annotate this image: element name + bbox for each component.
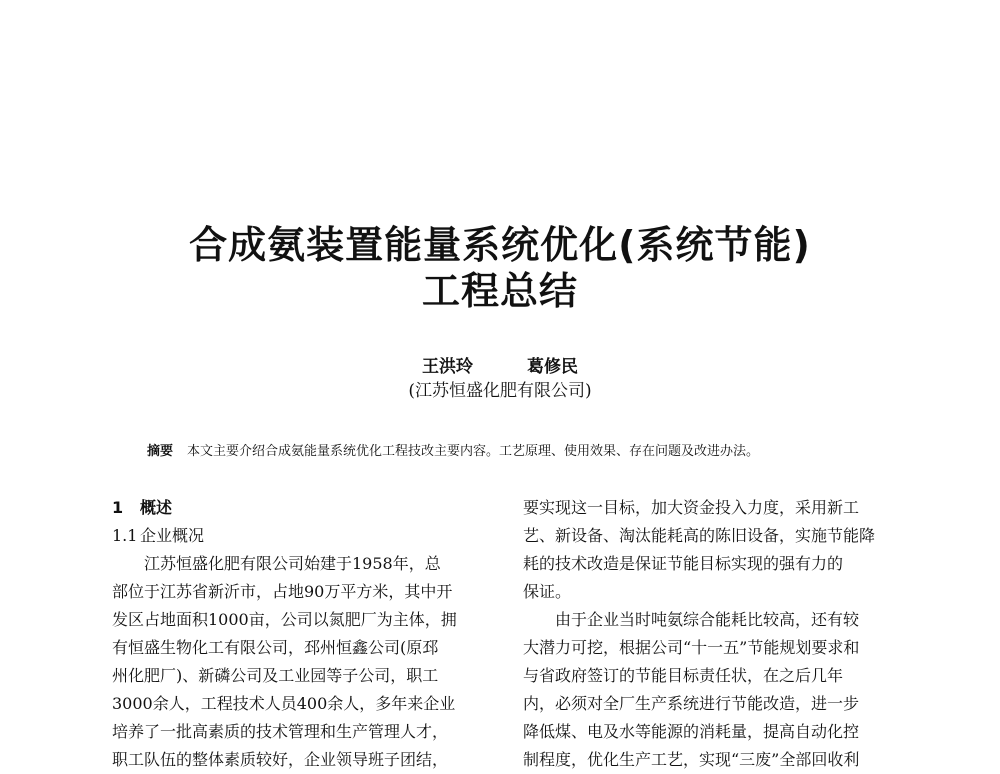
text-line: 与省政府签订的节能目标责任状，在之后几年	[523, 666, 844, 685]
author-list	[0, 352, 1000, 377]
text-line: 要实现这一目标，加大资金投入力度，采用新工	[523, 498, 860, 517]
paper-title-line-2: 工程总结	[421, 269, 578, 313]
text-line: 州化肥厂)、新磷公司及工业园等子公司，职工	[112, 666, 439, 685]
text-line: 发区占地面积1000亩，公司以氮肥厂为主体，拥	[112, 610, 457, 629]
subsection-number: 1.1	[112, 526, 138, 545]
text-line: 职工队伍的整体素质较好，企业领导班子团结，	[112, 750, 449, 769]
text-line: 大潜力可挖，根据公司“十一五”节能规划要求和	[523, 638, 860, 657]
section-number: 1	[112, 498, 124, 517]
text-line: 降低煤、电及水等能源的消耗量，提高自动化控	[523, 722, 860, 741]
text-line: 3000余人，工程技术人员400余人，多年来企业	[112, 694, 456, 713]
text-line: 江苏恒盛化肥有限公司始建于1958年，总	[144, 554, 441, 573]
text-line: 内，必须对全厂生产系统进行节能改造，进一步	[523, 694, 860, 713]
section-title: 概述	[140, 498, 173, 517]
paper-title-line-1: 合成氨装置能量系统优化(系统节能)	[189, 223, 811, 267]
section-heading	[112, 494, 494, 522]
subsection-heading	[112, 522, 494, 550]
text-line: 部位于江苏省新沂市，占地90万平方米，其中开	[112, 582, 453, 601]
abstract-text: 本文主要介绍合成氨能量系统优化工程技改主要内容。工艺原理、使用效果、存在问题及改进办法。	[187, 444, 760, 459]
text-line: 有恒盛生物化工有限公司，邳州恒鑫公司(原邳	[112, 638, 439, 657]
abstract-label: 摘要	[147, 444, 174, 459]
text-line: 培养了一批高素质的技术管理和生产管理人才，	[112, 722, 449, 741]
text-line: 艺、新设备、淘汰能耗高的陈旧设备，实施节能降	[523, 526, 876, 545]
text-line: 由于企业当时吨氨综合能耗比较高，还有较	[555, 610, 860, 629]
text-line: 耗的技术改造是保证节能目标实现的强有力的	[523, 554, 844, 573]
text-line: 制程度，优化生产工艺，实现“三废”全部回收利	[523, 750, 860, 769]
affiliation: (江苏恒盛化肥有限公司)	[408, 381, 592, 401]
abstract	[147, 443, 867, 461]
text-line: 保证。	[523, 582, 572, 601]
right-column	[523, 494, 905, 774]
left-column	[112, 494, 494, 774]
subsection-title: 企业概况	[140, 526, 205, 545]
author-name: 王洪玲	[422, 357, 474, 377]
author-name: 葛修民	[526, 357, 578, 377]
